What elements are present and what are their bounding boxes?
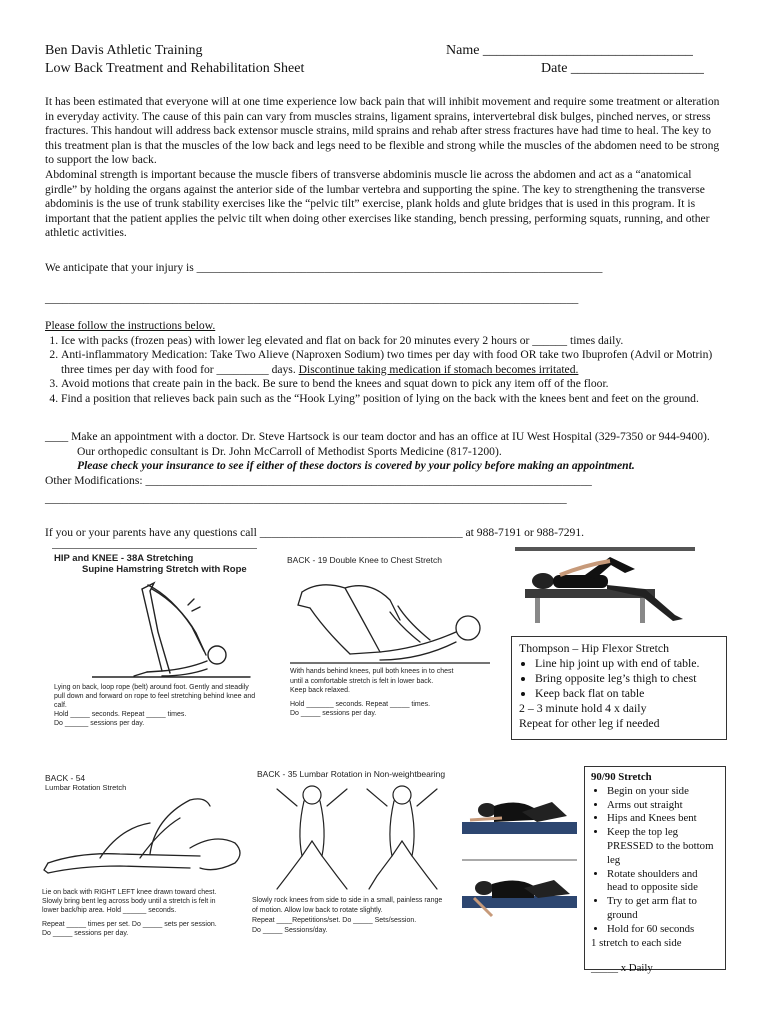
lumbar-rotation-35-illustration	[257, 781, 457, 896]
figure-caption	[42, 888, 250, 938]
caption-line: Do _____ sessions per day.	[290, 710, 377, 717]
thompson-list	[519, 656, 719, 701]
figure-caption	[290, 667, 502, 719]
lumbar-rotation-35-figure	[252, 766, 462, 956]
caption-line: calf.	[54, 702, 67, 709]
list-item: • Bring opposite leg’s thigh to chest	[535, 671, 719, 686]
other-modifications[interactable]: Other Modifications: _____________________________________________________________________________	[45, 473, 592, 487]
double-knee-illustration	[290, 570, 490, 665]
list-item: • Arms out straight	[607, 799, 719, 813]
caption-line: of motion. Allow low back to rotate slightly.	[252, 907, 383, 914]
figure-caption	[252, 896, 462, 936]
double-knee-figure	[285, 550, 505, 730]
thompson-stretch-illustration	[515, 547, 695, 625]
list-item-text: Avoid motions that create pain in the back. Be sure to bend the knees and squat down to pick any item off of the floor.	[61, 377, 609, 391]
list-item: • Line hip joint up with end of table.	[535, 656, 719, 671]
caption-line: Lying on back, loop rope (belt) around foot. Gently and steadily	[54, 684, 249, 691]
ninety-ninety-photo-2	[462, 868, 577, 938]
caption-line: Hold _____ seconds. Repeat _____ times.	[54, 711, 187, 718]
appointment-text[interactable]: ____ Make an appointment with a doctor. Dr. Steve Hartsock is our team doctor and has an office at IU West Hospital (329-7350 or 944-9400). Our orthopedic consultant is Dr. John McCarroll of Methodist Sports Medicine (817-1200).	[45, 430, 710, 458]
list-item: • Hips and Knees bent	[607, 812, 719, 826]
instructions-list	[45, 334, 725, 407]
caption-line: Do _____ Sessions/day.	[252, 927, 328, 934]
caption-line: Do ______ sessions per day.	[54, 720, 145, 727]
caption-line: Repeat _____ times per set. Do _____ sets per session.	[42, 920, 217, 928]
ninety-ninety-photo-1	[462, 792, 577, 862]
ninety-ninety-box	[584, 766, 726, 975]
caption-line: Do _____ sessions per day.	[42, 929, 129, 937]
caption-line: Repeat ____Repetitions/set. Do _____ Sets/session.	[252, 917, 417, 924]
name-field[interactable]: Name ______________________________	[446, 43, 693, 58]
list-item	[61, 377, 725, 392]
caption-line: Keep back relaxed.	[290, 687, 350, 694]
caption-line: pull down and forward on rope to feel stretching behind knee and	[54, 693, 256, 700]
ninety-ninety-sides: 1 stretch to each side	[591, 936, 682, 949]
intro-paragraph-2: Abdominal strength is important because the muscle fibers of transverse abdominis muscle lie across the abdomen and act as a “anatomical girdle” by holding the organs against the anterior side of the lumbar vertebra and supporting the spine. The key to strengthening the transverse abdominis is the use of trunk stability exercises like the “pelvic tilt” exercise, plank holds and glute bridges that is used in this program. It is important that the patient applies the pelvic tilt when doing other exercises like standing, bench pressing, performing squats, running, and other athletic activities.	[45, 167, 710, 240]
page-subtitle: Low Back Treatment and Rehabilitation Sheet	[45, 61, 305, 76]
lumbar-rotation-54-illustration	[40, 788, 250, 883]
thompson-stretch-photo	[515, 547, 695, 625]
figure-title: BACK - 19 Double Knee to Chest Stretch	[287, 555, 442, 565]
ninety-ninety-illustration-2	[462, 868, 577, 938]
list-item: • Begin on your side	[607, 785, 719, 799]
caption-line: Slowly bring bent leg across body until a stretch is felt in	[42, 898, 216, 906]
intro-paragraph-1: It has been estimated that everyone will at one time experience low back pain that will inhibit movement and require some treatment or alteration in everyday activity. The cause of this pain can vary from muscles strains, ligament sprains, intervertebral disk bulges, pinched nerves, or stress fractures. This handout will address back extensor muscle strains, mild sprains and rehab after stress fractures have had time to heal. The key to this treatment plan is that the muscles of the low back and legs need to be flexible and strong while the muscles of the abdomen need to be strong to support the low back.	[45, 95, 720, 167]
caption-line: Hold _______ seconds. Repeat _____ times.	[290, 700, 431, 708]
figure-title: BACK - 35 Lumbar Rotation in Non-weightbearing	[257, 769, 446, 779]
insurance-note: Please check your insurance to see if either of these doctors is covered by your policy before making an appointment.	[77, 459, 635, 473]
list-item-text: Ice with packs (frozen peas) with lower leg elevated and flat on back for 20 minutes every 2 hours or ______ times daily.	[61, 333, 624, 347]
list-item-text: Find a position that relieves back pain such as the “Hook Lying” position of lying on the back with the knees bent and feet on the ground.	[61, 391, 699, 405]
thompson-box	[511, 636, 727, 740]
figure-caption	[54, 683, 257, 728]
caption-line: until a comfortable stretch is felt in lower back.	[290, 677, 434, 685]
instructions-section	[45, 319, 725, 407]
figure-title: BACK - 54	[45, 773, 86, 783]
figure-subtitle: Supine Hamstring Stretch with Rope	[82, 564, 247, 575]
ninety-ninety-title: 90/90 Stretch	[591, 771, 652, 783]
injury-blank-line[interactable]: ____________________________________________________________________________________________	[45, 292, 579, 305]
list-item-warning: Discontinue taking medication if stomach becomes irritated.	[298, 362, 579, 376]
list-item: • Keep the top leg PRESSED to the bottom leg	[607, 826, 719, 867]
lumbar-rotation-54-figure	[40, 770, 250, 950]
questions-line[interactable]: If you or your parents have any questions call ___________________________________ at 988-7191 or 988-7291.	[45, 526, 585, 539]
list-item	[61, 392, 725, 407]
caption-line: Slowly rock knees from side to side in a small, painless range	[252, 897, 443, 904]
thompson-title: Thompson – Hip Flexor Stretch	[519, 641, 670, 655]
hamstring-stretch-figure	[52, 548, 257, 737]
list-item-text: Anti-inflammatory Medication: Take Two Alieve (Naproxen Sodium) two times per day with food OR take two Ibuprofen (Advil or Motrin) three times per day with food for _________ days.	[61, 348, 713, 376]
caption-line: With hands behind knees, pull both knees in to chest	[290, 668, 454, 675]
ninety-ninety-list	[591, 785, 719, 937]
hamstring-stretch-illustration	[92, 577, 252, 682]
thompson-hold: 2 – 3 minute hold 4 x daily	[519, 701, 647, 715]
caption-line: lower back/hip area. Hold ______ seconds.	[42, 907, 177, 915]
caption-line: Lie on back with RIGHT LEFT knee drawn toward chest.	[42, 889, 217, 896]
ninety-ninety-illustration-1	[462, 792, 577, 862]
ninety-ninety-daily[interactable]: _____ x Daily	[591, 962, 653, 975]
other-modifications-line[interactable]: __________________________________________________________________________________________	[45, 492, 567, 506]
intro-text	[45, 95, 725, 241]
figure-title: HIP and KNEE - 38A Stretching	[54, 553, 194, 564]
list-item	[61, 348, 725, 377]
list-item: • Hold for 60 seconds	[607, 923, 719, 937]
page-title: Ben Davis Athletic Training	[45, 43, 203, 58]
list-item: • Try to get arm flat to ground	[607, 895, 719, 923]
figure-subtitle: Lumbar Rotation Stretch	[45, 783, 127, 792]
thompson-repeat: Repeat for other leg if needed	[519, 716, 660, 730]
list-item: • Rotate shoulders and head to opposite side	[607, 868, 719, 896]
appointment-section	[45, 430, 725, 507]
injury-line[interactable]: We anticipate that your injury is ______________________________________________________________________	[45, 261, 603, 274]
list-item: • Keep back flat on table	[535, 686, 719, 701]
instructions-heading: Please follow the instructions below.	[45, 319, 216, 332]
date-field[interactable]: Date ___________________	[541, 61, 704, 76]
list-item	[61, 334, 725, 349]
